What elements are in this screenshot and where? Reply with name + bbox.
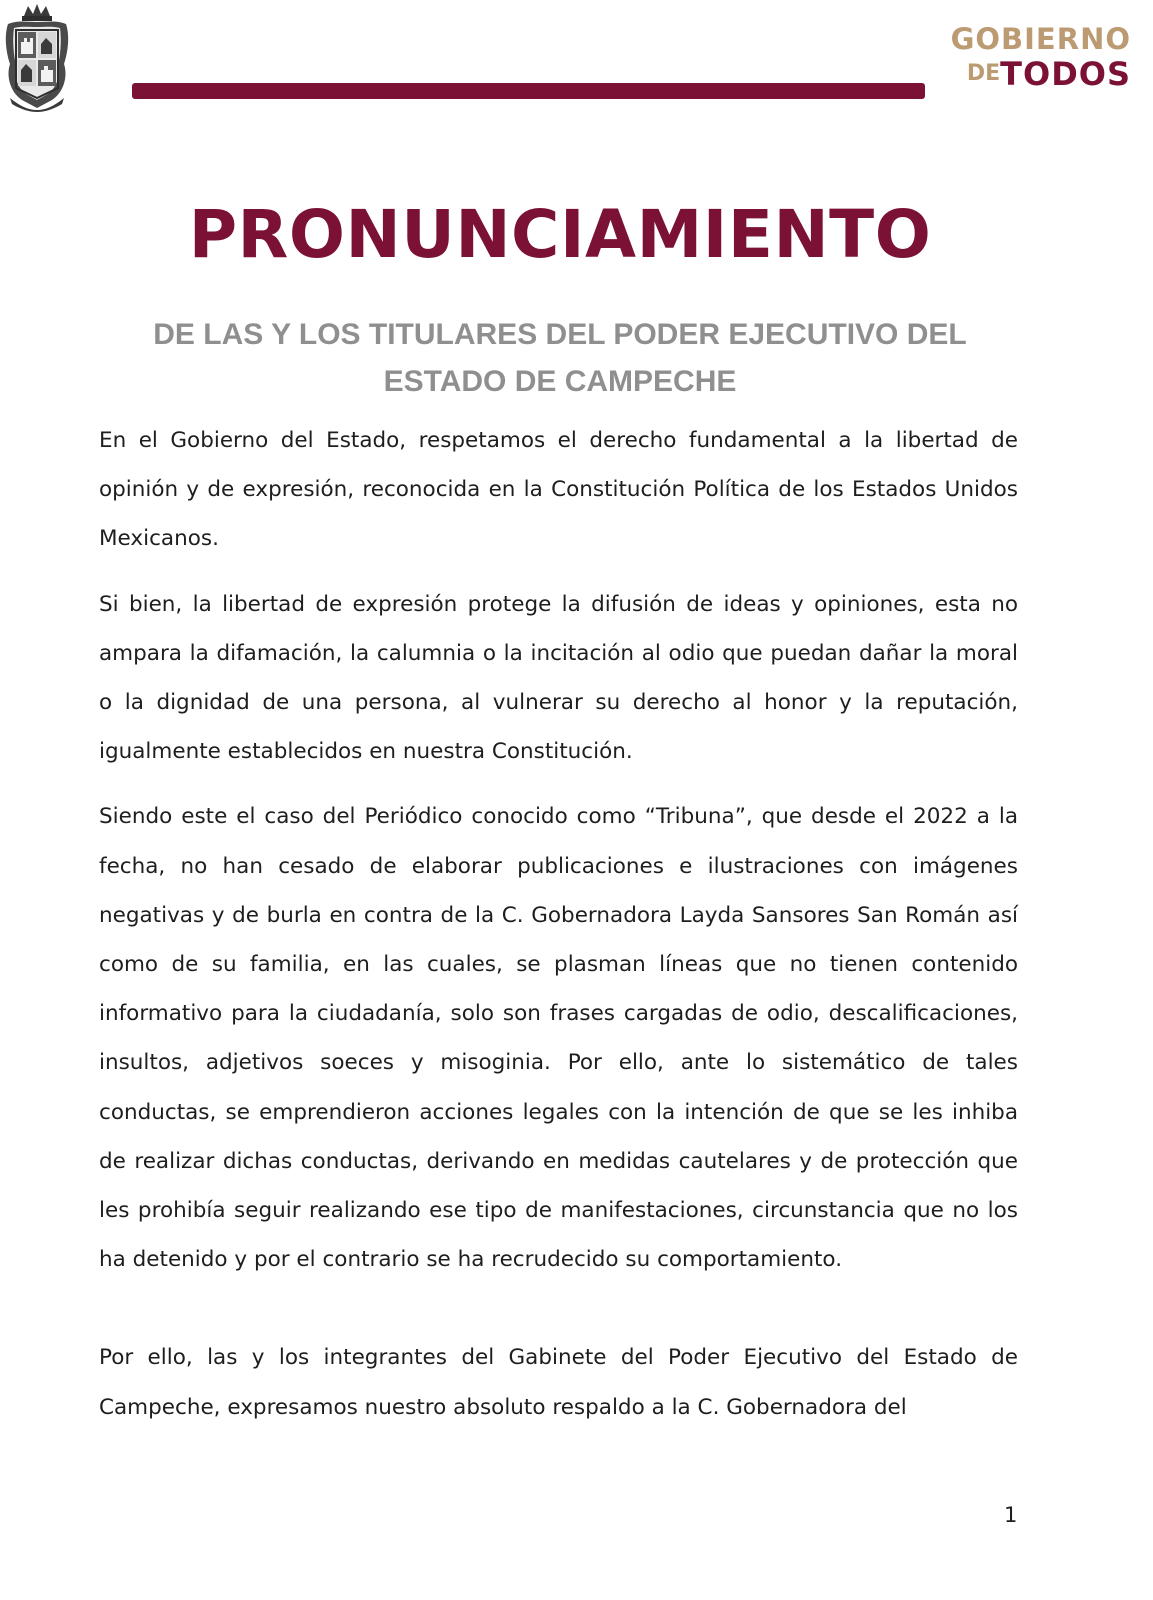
paragraph-2: Si bien, la libertad de expresión protege la difusión de ideas y opiniones, esta no ampara la difamación, la calumnia o la incitación al odio que puedan dañar la moral o la dignidad de una persona, al vulnerar su derecho al honor y la reputación, igualmente establecidos en nuestra Constitución. xyxy=(99,591,1018,765)
paragraph-3: Siendo este el caso del Periódico conocido como “Tribuna”, que desde el 2022 a la fecha, no han cesado de elaborar publicaciones e ilustraciones con imágenes negativas y de burla en contra de la C. Gobernadora Layda Sansores San Román así como de su familia, en las cuales, se plasman líneas que no tienen contenido informativo para la ciudadanía, solo son frases cargadas de odio, descalificaciones, insultos, adjetivos soeces y misoginia. Por ello, ante lo sistemático de tales conductas, se emprendieron acciones legales con la intención de que se les inhiba de realizar dichas conductas, derivando en medidas cautelares y de protección que les prohibía seguir realizando ese tipo de manifestaciones, circunstancia que no los ha detenido y por el contrario se ha recrudecido su comportamiento. xyxy=(99,804,1018,1273)
logo-line-de-todos xyxy=(951,55,1131,93)
paragraph-1: En el Gobierno del Estado, respetamos el derecho fundamental a la libertad de opinión y de expresión, reconocida en la Constitución Política de los Estados Unidos Mexicanos. xyxy=(99,428,1018,552)
logo-line-gobierno: GOBIERNO xyxy=(950,22,1131,56)
document-title: PRONUNCIAMIENTO xyxy=(188,196,932,273)
logo-de: DE xyxy=(966,61,1001,86)
document-body xyxy=(99,416,1018,1448)
logo-todos: TODOS xyxy=(1000,55,1131,93)
subtitle-line-2: ESTADO DE CAMPECHE xyxy=(383,365,737,398)
subtitle-line-1: DE LAS Y LOS TITULARES DEL PODER EJECUTIVO DEL xyxy=(153,318,967,351)
header-divider-bar xyxy=(132,83,925,99)
state-coat-of-arms-icon xyxy=(2,2,72,112)
paragraph-4: Por ello, las y los integrantes del Gabinete del Poder Ejecutivo del Estado de Campeche, expresamos nuestro absoluto respaldo a la C. Gobernadora del xyxy=(99,1345,1018,1420)
gobierno-de-todos-logo xyxy=(950,22,1131,93)
page-number: 1 xyxy=(1004,1503,1018,1527)
document-subtitle xyxy=(0,311,1120,405)
